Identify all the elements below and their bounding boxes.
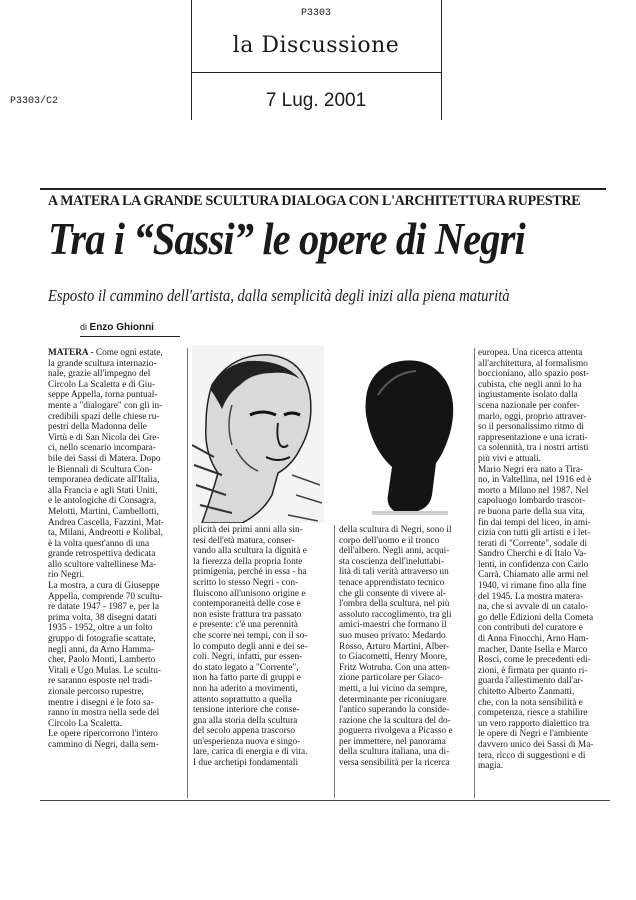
article-bottom-rule <box>40 800 610 801</box>
headline: Tra i “Sassi” le opere di Negri <box>48 214 525 264</box>
column-rule-1 <box>187 348 188 798</box>
column-1-text: Come ogni estate, la grande scultura internazio- nale, grazie all'impegno del Circolo La Scaletta e di Giu- seppe Appella, torna puntual- mente a "dialogare" con gli in- credibili spazi delle chiese ru- pestri della Madonna delle Virtù e di San Nicola dei Gre- ci, nello scenario incompara- bile dei Sassi di Matera. Dopo le Biennali di Scultura Con- temporanea dedicate all'Italia, alla Francia e agli Stati Uniti, e le antologiche di Consagra, Melotti, Martini, Cambellotti, Andrea Cascella, Fazzini, Mat- ta, Milani, Andreotti e Kolibal, è la volta quest'anno di una grande retrospettiva dedicata allo scultore valtellinese Ma- rio Negri. La mostra, a cura di Giuseppe Appella, comprende 70 scultu- re datate 1947 - 1987 e, per la prima volta, 38 disegni datati 1935 - 1952, oltre a un folto gruppo di fotografie scattate, negli anni, da Arno Hamma- cher, Paolo Monti, Lamberto Vitali e Ugo Mulas. Le scultu- re saranno esposte nel tradi- zionale percorso rupestre, mentre i disegni e le foto sa- ranno in mostra nella sede del Circolo La Scaletta. Le opere ripercorrono l'intero cammino di Negri, dalla sem- <box>48 348 164 750</box>
byline <box>80 322 154 333</box>
column-4: europea. Una ricerca attenta all'architettura, al formalismo boccioniano, allo spazio post- cubista, che negli anni lo ha ingiustamente isolato dalla scena nazionale per confer- marlo, oggi, proprio attraver- so il personalissimo ritmo di rappresentazione e una icrati- ca solennità, tra i nostri artisti più vivi e attuali. Mario Negri era nato a Tira- no, in Valtellina, nel 1916 ed è morto a Milano nel 1987. Nel capoluogo lombardo trascor- re buona parte della sua vita, fin dai tempi del liceo, in ami- cizia con tutti gli artisti e i let- terati di "Corrente", sodale di Sandro Cherchi e di Italo Va- lenti, in confidenza con Carlo Carrà. Chiamato alle armi nel 1940, vi rimane fino alla fine del 1945. La mostra matera- na, che si avvale di un catalo- go delle Edizioni della Cometa con contributi del curatore e di Anna Finocchi, Arno Ham- macher, Dante Isella e Marco Rosci, come le precedenti edi- zioni, è firmata per quanto ri- guarda l'allestimento dall'ar- chitetto Alberto Zanmatti, che, con la nota sensibilità e competenza, riesce a stabilire un vero rapporto dialettico tra le opere di Negri e l'ambiente davvero unico dei Sassi di Ma- tera, ricco di suggestioni e di magia. <box>478 348 594 772</box>
column-1 <box>48 348 182 751</box>
masthead: la Discussione <box>232 33 400 58</box>
byline-author: Enzo Ghionni <box>89 322 154 333</box>
byline-rule <box>80 336 180 337</box>
clipping-code-top: P3303 <box>300 8 331 19</box>
article-top-rule <box>40 188 606 190</box>
drawing-portrait-icon <box>192 345 324 523</box>
column-3: della scultura di Negri, sono il corpo dell'uomo e il tronco dell'albero. Negli anni, acqui- sta coscienza dell'ineluttabi- lità di tali verità attraverso un tenace apprendistato tecnico che gli consente di vivere al- l'ombra della scultura, nel più assoluto raccoglimento, tra gli amici-maestri che formano il suo museo privato: Medardo Rosso, Arturo Martini, Alber- to Giacometti, Henry Moore, Fritz Wotruba. Con una atten- zione particolare per Giaco- metti, a lui vicino da sempre, determinante per riconiugare l'antico superando la conside- razione che la scultura del do- poguerra rivolgeva a Picasso e per immettere, nel panorama della scultura italiana, una di- versa sensibilità per la ricerca <box>339 525 453 769</box>
publication-date: 7 Lug. 2001 <box>265 90 367 111</box>
byline-prefix: di <box>80 322 88 332</box>
dateline: MATERA - <box>48 348 96 358</box>
column-rule-2 <box>334 525 335 798</box>
column-2: plicità dei primi anni alla sin- tesi dell'età matura, conser- vando alla scultura la dignità e la fierezza della propria fonte primigenia, perché in essa - ha scritto lo stesso Negri - con- fluiscono all'unisono origine e contemporaneità delle cose e non esiste frattura tra passato e presente: c'è una perennità che scorre nei tempi, con il so- lo computo degli anni e dei se- coli. Negri, infatti, pur essen- do stato legato a "Corrente", non ha fatto parte di gruppi e non ha aderito a movimenti, attento soprattutto a quella tensione interiore che conse- gna alla storia della scultura del secolo appena trascorso un'esperienza nuova e singo- lare, carica di energia e di vita. I due archetipi fondamentali <box>193 525 308 769</box>
column-rule-3 <box>474 348 475 798</box>
kicker: A MATERA LA GRANDE SCULTURA DIALOGA CON L'ARCHITETTURA RUPESTRE <box>48 192 581 209</box>
sculpture-head-icon <box>332 345 472 523</box>
subheadline: Esposto il cammino dell'artista, dalla semplicità degli inizi alla piena maturità <box>48 286 510 305</box>
header-divider-right <box>441 0 442 120</box>
header-rule <box>191 72 441 73</box>
clipping-code-left: P3303/C2 <box>10 96 59 107</box>
